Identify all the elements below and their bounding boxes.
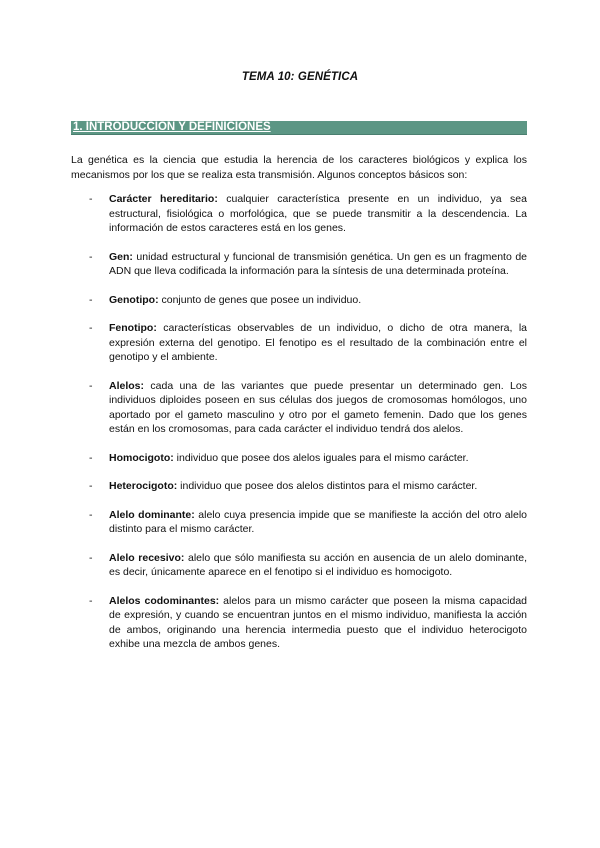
definition-item — [71, 479, 527, 494]
definition-text: alelo cuya presencia impide que se manifieste la acción del otro alelo distinto para el mismo carácter. — [109, 508, 527, 535]
definition-text: unidad estructural y funcional de transmisión genética. Un gen es un fragmento de ADN que lleva codificada la información para la síntesis de una determinada proteína. — [109, 250, 527, 277]
definition-text: individuo que posee dos alelos iguales para el mismo carácter. — [173, 451, 469, 464]
intro-paragraph: La genética es la ciencia que estudia la herencia de los caracteres biológicos y explica los mecanismos por los que se realiza esta transmisión. Algunos conceptos básicos son: — [71, 154, 527, 181]
definition-item — [71, 451, 527, 466]
definition-term: Gen: — [109, 250, 133, 263]
definition-item — [71, 192, 527, 236]
definition-item — [71, 379, 527, 437]
section-heading: 1. INTRODUCCIÓN Y DEFINICIONES — [73, 121, 271, 133]
definition-term: Heterocigoto: — [109, 480, 178, 492]
definition-item — [71, 551, 527, 580]
definition-list — [71, 192, 527, 652]
definition-text: características observables de un individuo, o dicho de otra manera, la expresión externa del genotipo. El fenotipo es el resultado de la combinación entre el genotipo y el ambiente. — [109, 322, 527, 363]
definition-term: Carácter hereditario: — [109, 193, 218, 205]
bullet-marker: - — [89, 250, 93, 263]
definition-text: individuo que posee dos alelos distintos para el mismo carácter. — [177, 480, 478, 492]
definition-item — [71, 508, 527, 537]
definition-text: alelos para un mismo carácter que poseen la misma capacidad de expresión, y cuando se encuentran juntos en el mismo individuo, manifiesta la acción de ambos, originando una herencia intermedia puesto que el individuo heterocigoto exhibe una mezcla de ambos genes. — [109, 594, 527, 650]
bullet-marker: - — [89, 551, 93, 564]
bullet-marker: - — [89, 508, 93, 521]
bullet-marker: - — [89, 293, 93, 306]
definition-item — [71, 250, 527, 279]
bullet-marker: - — [89, 451, 93, 464]
definition-term: Fenotipo: — [109, 322, 157, 334]
bullet-marker: - — [89, 193, 93, 205]
bullet-marker: - — [89, 480, 93, 492]
section-heading-bar — [71, 121, 527, 135]
definition-text: conjunto de genes que posee un individuo. — [158, 293, 362, 306]
definition-term: Genotipo: — [109, 293, 159, 306]
definition-item — [71, 321, 527, 365]
definition-term: Alelos codominantes: — [109, 594, 220, 607]
definition-term: Alelo dominante: — [109, 508, 195, 521]
definition-item — [71, 293, 527, 308]
definition-text: cualquier característica presente en un individuo, ya sea estructural, fisiológica o morfológica, que se puede transmitir a la descendencia. La información de estos caracteres está en los genes. — [109, 193, 527, 234]
definition-text: cada una de las variantes que puede presentar un determinado gen. Los individuos diploides poseen en sus células dos juegos de cromosomas homólogos, uno aportado por el gameto masculino y otro por el gameto femenin. Dado que los genes están en los cromosomas, para cada carácter el individuo tendrá dos alelos. — [109, 379, 527, 435]
definition-term: Alelo recesivo: — [109, 551, 185, 564]
page-title: TEMA 10: GENÉTICA — [241, 71, 359, 83]
bullet-marker: - — [89, 594, 93, 607]
definition-term: Homocigoto: — [109, 451, 174, 464]
definition-term: Alelos: — [109, 379, 145, 392]
definition-item — [71, 594, 527, 652]
bullet-marker: - — [89, 379, 93, 392]
bullet-marker: - — [89, 322, 93, 334]
definition-text: alelo que sólo manifiesta su acción en ausencia de un alelo dominante, es decir, únicamente aparece en el fenotipo si el individuo es homocigoto. — [109, 551, 527, 578]
